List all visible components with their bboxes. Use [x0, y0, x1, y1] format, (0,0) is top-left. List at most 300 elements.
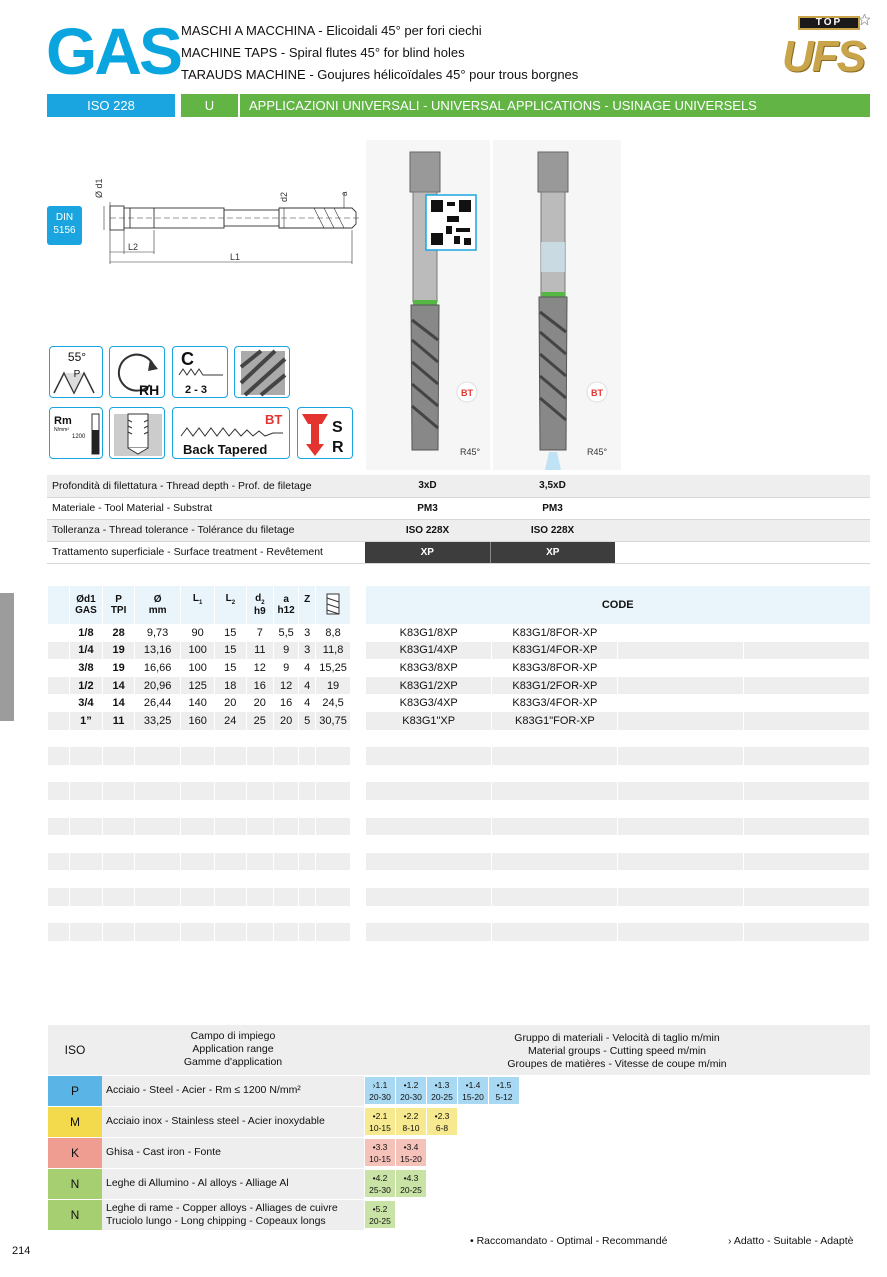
dimension-cell: [246, 747, 273, 765]
dimension-cell: [134, 870, 180, 888]
dimension-cell: [69, 800, 103, 818]
material-description: Ghisa - Cast iron - Fonte: [102, 1137, 364, 1168]
cutting-speed-cell: •3.3 10-15: [365, 1139, 395, 1166]
property-value: PM3: [365, 497, 490, 519]
material-description: Acciaio inox - Stainless steel - Acier inoxydable: [102, 1106, 364, 1137]
dimension-cell: [181, 747, 215, 765]
code-cell: [744, 888, 870, 906]
code-cell: [744, 853, 870, 871]
dimension-cell: 25: [246, 712, 273, 730]
code-cell: [618, 765, 744, 783]
dimension-cell: [274, 782, 299, 800]
dimension-cell: 15: [215, 642, 247, 660]
code-cell: [366, 747, 492, 765]
dimension-cell: [69, 765, 103, 783]
dimension-cell: [69, 888, 103, 906]
cutting-speed-cell: •1.5 5-12: [489, 1077, 519, 1104]
application-table: [48, 1025, 870, 1231]
qr-code-icon: [426, 195, 476, 250]
code-cell: K83G1"FOR-XP: [492, 712, 618, 730]
dimension-cell: [103, 870, 135, 888]
col-header-d2: $d_2$ h9: [246, 586, 273, 624]
code-cell: [366, 730, 492, 748]
table-row: [48, 624, 351, 642]
code-cell: [366, 870, 492, 888]
speed-cells: [364, 1168, 870, 1199]
dimension-cell: [246, 818, 273, 836]
dimension-cell: [246, 782, 273, 800]
code-cell: [618, 642, 744, 660]
dimension-cell: 5: [299, 712, 316, 730]
dimension-cell: [215, 818, 247, 836]
cutting-speed-cell: •1.3 20-25: [427, 1077, 457, 1104]
dimension-cell: [316, 818, 351, 836]
code-cell: [744, 642, 870, 660]
code-cell: [366, 782, 492, 800]
dimension-cell: 18: [215, 677, 247, 695]
dimension-cell: 26,44: [134, 694, 180, 712]
dimension-cell: [299, 800, 316, 818]
dimension-cell: 28: [103, 624, 135, 642]
label-d1: Ø d1: [94, 178, 104, 198]
dimension-cell: [316, 888, 351, 906]
col-header-p: P TPI: [103, 586, 135, 624]
table-row: [366, 888, 870, 906]
col-header-z: Z: [299, 586, 316, 624]
dimensions-header-row: [48, 586, 351, 624]
dimension-cell: [134, 835, 180, 853]
bt-label-left: BT: [461, 388, 473, 398]
dimension-cell: [103, 747, 135, 765]
dimension-cell: [316, 906, 351, 924]
code-cell: [744, 747, 870, 765]
cutting-speed-cell: •1.4 15-20: [458, 1077, 488, 1104]
drill-diameter-icon: [324, 592, 342, 616]
dimension-cell: 1/8: [69, 624, 103, 642]
cutting-speed-cell: •4.3 20-25: [396, 1170, 426, 1197]
property-row: [47, 475, 870, 497]
dimension-cell: [134, 730, 180, 748]
table-row: [48, 659, 351, 677]
cutting-speed-cell: •5.2 20-25: [365, 1201, 395, 1228]
table-row: [366, 906, 870, 924]
dimension-cell: [274, 923, 299, 941]
material-description: Leghe di Allumino - Al alloys - Alliage Al: [102, 1168, 364, 1199]
dimension-cell: 16: [274, 694, 299, 712]
dimension-cell: [274, 906, 299, 924]
dimension-cell: 16: [246, 677, 273, 695]
property-label: Tolleranza - Thread tolerance - Tolérance du filetage: [47, 519, 365, 541]
code-cell: [492, 747, 618, 765]
dimension-cell: 12: [246, 659, 273, 677]
blind-hole-icon-box: [109, 407, 165, 459]
code-cell: [366, 888, 492, 906]
dimension-cell: [69, 730, 103, 748]
property-row: [47, 497, 870, 519]
rh-label: RH: [139, 382, 160, 398]
code-cell: [618, 853, 744, 871]
dimension-cell: [69, 747, 103, 765]
dimension-cell: [299, 870, 316, 888]
tensile-strength-icon: [50, 408, 104, 460]
dimension-cell: 9: [274, 642, 299, 660]
application-row: [48, 1199, 870, 1230]
dimension-cell: 11,8: [316, 642, 351, 660]
material-description: Leghe di rame - Copper alloys - Alliages de cuivre Truciolo lungo - Long chipping - Copeaux longs: [102, 1199, 364, 1230]
code-cell: [744, 923, 870, 941]
code-cell: [366, 818, 492, 836]
din-badge: [47, 206, 82, 245]
dimension-cell: [181, 888, 215, 906]
brand-title: GAS: [46, 14, 181, 88]
code-cell: [744, 765, 870, 783]
property-row: [47, 541, 870, 563]
dimension-cell: [274, 835, 299, 853]
coating-badge: XP: [490, 541, 615, 563]
table-row: [366, 624, 870, 642]
dimension-cell: 15: [215, 624, 247, 642]
iso-header: ISO: [48, 1025, 102, 1075]
code-cell: [366, 906, 492, 924]
dimension-cell: [103, 923, 135, 941]
table-row: [48, 818, 351, 836]
application-row: [48, 1137, 870, 1168]
code-cell: [744, 677, 870, 695]
property-value: ISO 228X: [365, 519, 490, 541]
code-cell: [744, 870, 870, 888]
code-cell: [744, 730, 870, 748]
dimension-cell: [181, 800, 215, 818]
dimension-cell: [316, 800, 351, 818]
table-row: [366, 923, 870, 941]
iso-group-cell: M: [48, 1106, 102, 1137]
table-row: [366, 694, 870, 712]
table-row: [48, 906, 351, 924]
table-row: [48, 747, 351, 765]
dimension-cell: [246, 923, 273, 941]
code-cell: [744, 906, 870, 924]
dimension-cell: [103, 765, 135, 783]
code-cell: [492, 923, 618, 941]
dimension-cell: [299, 888, 316, 906]
property-value: ISO 228X: [490, 519, 615, 541]
chamfer-form-label: C: [181, 349, 194, 369]
back-tapered-icon-box: [172, 407, 290, 459]
code-cell: [492, 906, 618, 924]
table-row: [48, 765, 351, 783]
dimension-cell: 5,5: [274, 624, 299, 642]
dimension-cell: [246, 765, 273, 783]
code-cell: [618, 694, 744, 712]
dimension-cell: 9,73: [134, 624, 180, 642]
table-row: [366, 800, 870, 818]
dimension-cell: [316, 835, 351, 853]
iso-group-cell: N: [48, 1168, 102, 1199]
universal-bar: U: [181, 94, 238, 117]
dimension-cell: 1”: [69, 712, 103, 730]
dimension-cell: [69, 870, 103, 888]
dimension-cell: [134, 747, 180, 765]
rm-value-label: 1200: [72, 434, 86, 440]
application-header-row: [48, 1025, 870, 1075]
dimension-cell: [274, 730, 299, 748]
speed-cells: [364, 1199, 870, 1230]
dimension-cell: [215, 835, 247, 853]
dimension-cell: [274, 800, 299, 818]
chamfer-icon-box: [172, 346, 228, 398]
helix-angle-right: R45°: [587, 447, 608, 457]
col-header-l1: $L_1$: [181, 586, 215, 624]
helix-angle-left: R45°: [460, 447, 481, 457]
dimension-cell: [215, 888, 247, 906]
thread-angle-icon: [50, 347, 104, 399]
dimension-cell: [299, 835, 316, 853]
dimension-cell: [134, 782, 180, 800]
dimension-cell: 7: [246, 624, 273, 642]
code-cell: K83G1"XP: [366, 712, 492, 730]
table-row: [48, 853, 351, 871]
dimension-cell: 20: [246, 694, 273, 712]
blind-hole-icon: [110, 408, 166, 460]
dimension-cell: [181, 853, 215, 871]
table-row: [48, 888, 351, 906]
code-cell: [618, 870, 744, 888]
dimension-cell: [181, 870, 215, 888]
table-row: [366, 835, 870, 853]
dimension-cell: 11: [246, 642, 273, 660]
dimension-cell: 100: [181, 642, 215, 660]
table-row: [366, 712, 870, 730]
iso-standard-bar: ISO 228: [47, 94, 175, 117]
dimension-cell: 24,5: [316, 694, 351, 712]
dimension-cell: [69, 835, 103, 853]
dimension-cell: [215, 923, 247, 941]
dimension-cell: [215, 765, 247, 783]
speed-cells: [364, 1137, 870, 1168]
dimension-cell: 20,96: [134, 677, 180, 695]
table-row: [366, 677, 870, 695]
code-cell: [618, 730, 744, 748]
code-cell: K83G3/8FOR-XP: [492, 659, 618, 677]
dimension-cell: [274, 888, 299, 906]
table-row: [48, 642, 351, 660]
dimension-cell: [134, 906, 180, 924]
cutting-speed-cell: •2.3 6-8: [427, 1108, 457, 1135]
title-line-it: MASCHI A MACCHINA - Elicoidali 45° per fori ciechi: [181, 23, 482, 38]
table-row: [48, 870, 351, 888]
dimension-cell: [181, 906, 215, 924]
cutting-speed-cell: •4.2 25-30: [365, 1170, 395, 1197]
dimension-cell: [299, 818, 316, 836]
dimension-cell: [274, 818, 299, 836]
dimension-cell: [69, 818, 103, 836]
top-ufs-logo: [776, 14, 870, 84]
label-a: a: [340, 191, 349, 196]
coolant-s-label: S: [332, 419, 343, 436]
dimension-cell: [274, 747, 299, 765]
table-row: [48, 923, 351, 941]
dimension-cell: [215, 800, 247, 818]
code-cell: [618, 906, 744, 924]
material-group-header: Gruppo di materiali - Velocità di taglio m/min Material groups - Cutting speed m/min Groupes de matières - Vitesse de coupe m/min: [364, 1025, 870, 1075]
dimension-cell: [246, 835, 273, 853]
speed-cells: [364, 1075, 870, 1106]
dimension-cell: 4: [299, 677, 316, 695]
din-number: 5156: [53, 225, 76, 236]
dimension-cell: 3/8: [69, 659, 103, 677]
dimension-cell: [215, 747, 247, 765]
right-hand-rotation-icon: [110, 347, 166, 399]
iso-group-cell: K: [48, 1137, 102, 1168]
dimension-cell: 14: [103, 677, 135, 695]
dimension-cell: [103, 800, 135, 818]
dimension-cell: [299, 730, 316, 748]
dimension-cell: 15,25: [316, 659, 351, 677]
dimension-cell: 8,8: [316, 624, 351, 642]
dimension-cell: 100: [181, 659, 215, 677]
dimension-cell: [246, 870, 273, 888]
property-label: Trattamento superficiale - Surface treatment - Revêtement: [47, 541, 365, 563]
code-cell: [618, 800, 744, 818]
dimension-cell: 140: [181, 694, 215, 712]
dimension-cell: 125: [181, 677, 215, 695]
dimension-cell: [316, 870, 351, 888]
code-cell: [744, 624, 870, 642]
application-row: [48, 1168, 870, 1199]
dimension-cell: 30,75: [316, 712, 351, 730]
application-range-header: Campo di impiego Application range Gamme d'application: [102, 1025, 364, 1075]
dimension-cell: [316, 923, 351, 941]
code-cell: [744, 782, 870, 800]
bt-label-right: BT: [591, 388, 603, 398]
dimension-cell: 19: [103, 642, 135, 660]
property-label: Profondità di filettatura - Thread depth - Prof. de filetage: [47, 475, 365, 497]
spiral-flute-icon: [235, 347, 291, 399]
dimension-cell: 4: [299, 659, 316, 677]
table-row: [366, 730, 870, 748]
dimension-cell: [215, 730, 247, 748]
dimension-cell: [103, 835, 135, 853]
code-cell: [366, 800, 492, 818]
tap-technical-drawing: [94, 172, 366, 268]
speed-cells: [364, 1106, 870, 1137]
label-d2: d2: [279, 191, 289, 202]
chamfer-form-icon: [173, 347, 229, 399]
coolant-arrow-icon: [298, 408, 354, 460]
dimension-cell: [246, 888, 273, 906]
dimension-cell: [274, 853, 299, 871]
col-header-drill: [316, 586, 351, 624]
dimension-cell: [299, 747, 316, 765]
pitch-label: P: [73, 369, 81, 380]
iso-group-cell: N: [48, 1199, 102, 1230]
dimensions-table: [48, 586, 351, 941]
rm-label: Rm: [54, 415, 72, 427]
table-row: [48, 730, 351, 748]
code-cell: [366, 923, 492, 941]
dimension-cell: 4: [299, 694, 316, 712]
dimension-cell: [246, 853, 273, 871]
dimension-cell: [134, 853, 180, 871]
back-tapered-bt-label: BT: [265, 412, 283, 427]
applications-bar: APPLICAZIONI UNIVERSALI - UNIVERSAL APPLICATIONS - USINAGE UNIVERSELS: [240, 94, 870, 117]
code-table: [366, 586, 870, 941]
dimension-cell: 24: [215, 712, 247, 730]
dimension-cell: [134, 818, 180, 836]
code-cell: [618, 624, 744, 642]
code-cell: [492, 888, 618, 906]
dimension-cell: [316, 782, 351, 800]
code-cell: K83G1/2FOR-XP: [492, 677, 618, 695]
dimension-cell: [181, 782, 215, 800]
title-line-en: MACHINE TAPS - Spiral flutes 45° for blind holes: [181, 45, 465, 60]
code-cell: [618, 712, 744, 730]
cutting-speed-cell: ›1.1 20-30: [365, 1077, 395, 1104]
code-cell: [492, 765, 618, 783]
dimension-cell: [181, 835, 215, 853]
code-cell: [492, 853, 618, 871]
application-row: [48, 1106, 870, 1137]
label-l1: L1: [230, 252, 241, 262]
dimension-cell: [103, 906, 135, 924]
dimension-cell: [246, 730, 273, 748]
code-cell: [744, 835, 870, 853]
thread-angle-label: 55°: [67, 350, 87, 364]
spiral-flute-icon-box: [234, 346, 290, 398]
code-cell: [744, 694, 870, 712]
side-tab: [0, 593, 14, 721]
dimension-cell: [103, 853, 135, 871]
dimension-cell: [316, 730, 351, 748]
table-row: [366, 765, 870, 783]
code-cell: [366, 853, 492, 871]
code-cell: [492, 835, 618, 853]
dimension-cell: [215, 870, 247, 888]
col-header-l2: $L_2$: [215, 586, 247, 624]
code-cell: [492, 870, 618, 888]
code-cell: [618, 659, 744, 677]
dimension-cell: [274, 765, 299, 783]
code-cell: K83G1/4FOR-XP: [492, 642, 618, 660]
table-row: [48, 694, 351, 712]
rotation-icon-box: [109, 346, 165, 398]
code-cell: [744, 818, 870, 836]
dimension-cell: [299, 923, 316, 941]
star-icon: [859, 14, 870, 25]
dimension-cell: [181, 765, 215, 783]
code-cell: [744, 659, 870, 677]
code-cell: K83G1/8XP: [366, 624, 492, 642]
code-cell: K83G3/4XP: [366, 694, 492, 712]
material-strength-icon-box: [49, 407, 103, 459]
table-row: [48, 677, 351, 695]
iso-group-cell: P: [48, 1075, 102, 1106]
code-cell: [366, 835, 492, 853]
table-row: [366, 747, 870, 765]
cutting-speed-cell: •1.2 20-30: [396, 1077, 426, 1104]
code-cell: [744, 712, 870, 730]
dimension-cell: [316, 853, 351, 871]
dimension-cell: 90: [181, 624, 215, 642]
code-cell: [492, 800, 618, 818]
code-header: CODE: [366, 586, 870, 624]
back-tapered-label: Back Tapered: [183, 442, 268, 457]
code-cell: [618, 782, 744, 800]
code-cell: [492, 782, 618, 800]
dimension-cell: 20: [215, 694, 247, 712]
dimension-cell: 1/2: [69, 677, 103, 695]
dimension-cell: 9: [274, 659, 299, 677]
